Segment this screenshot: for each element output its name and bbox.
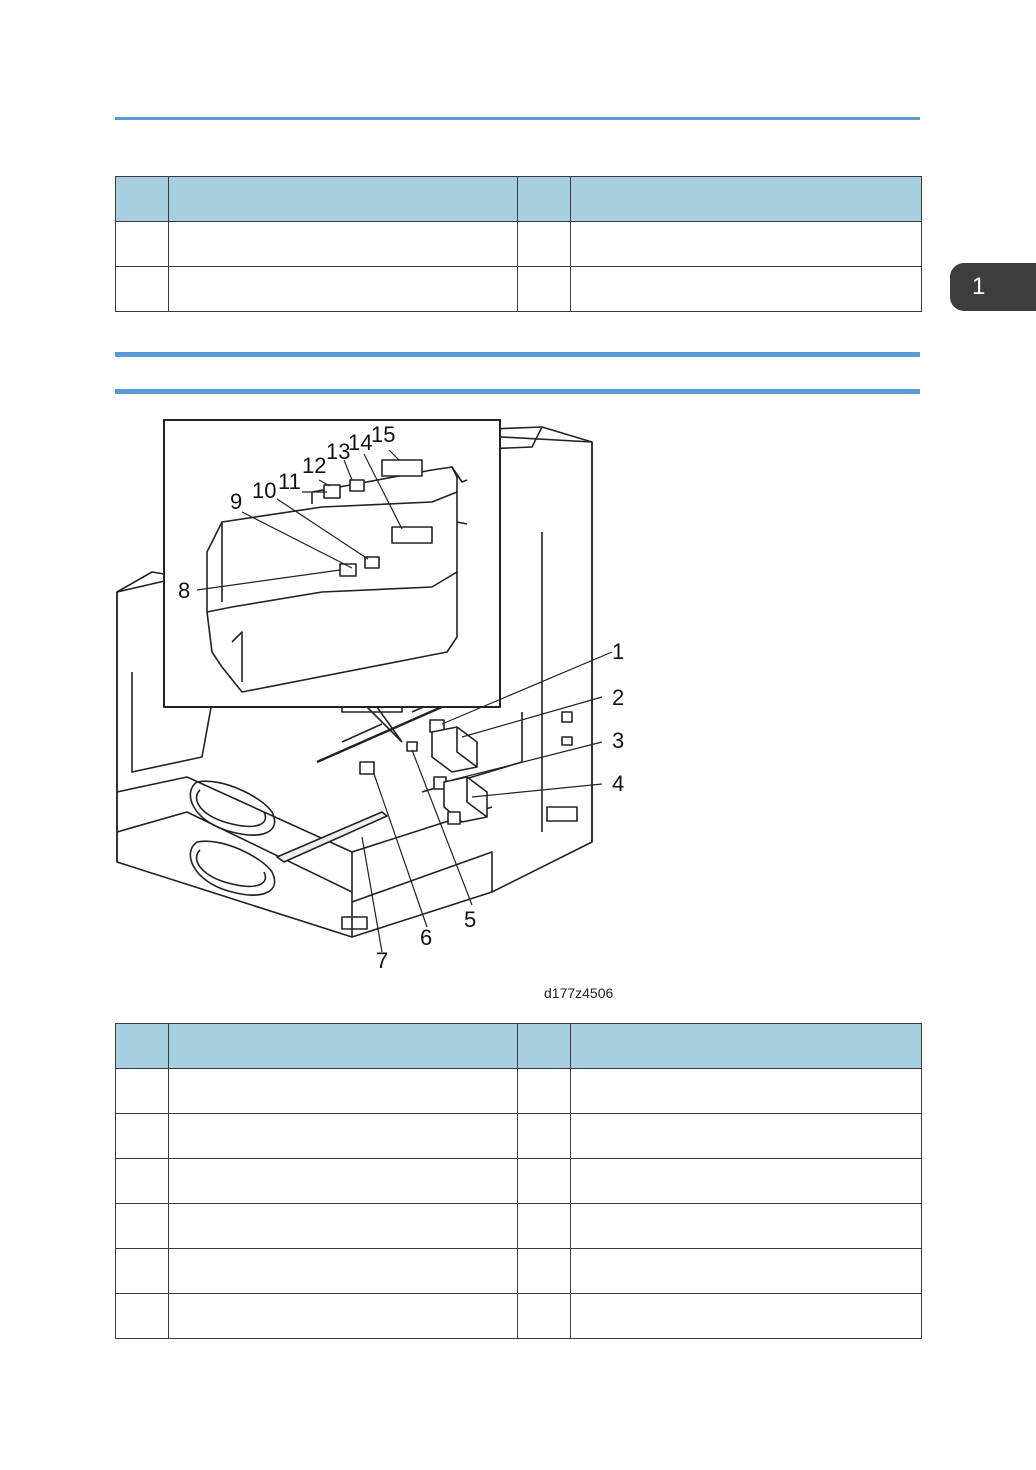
table-cell (518, 1294, 571, 1339)
callout-label: 3 (612, 728, 625, 753)
table-cell (571, 1114, 922, 1159)
table-row (116, 267, 922, 312)
table-cell (518, 1159, 571, 1204)
header-no (116, 177, 169, 222)
table-row (116, 1204, 922, 1249)
table-cell (169, 1294, 518, 1339)
header-description (169, 1024, 518, 1069)
table-cell (518, 1249, 571, 1294)
table-cell (169, 222, 518, 267)
section-rule-top (115, 352, 920, 357)
header-description (571, 177, 922, 222)
table-cell (116, 1069, 169, 1114)
table-cell (571, 1294, 922, 1339)
header-rule (115, 117, 920, 120)
callout-label: 2 (612, 685, 625, 710)
table-cell (116, 1249, 169, 1294)
table-header-row (116, 177, 922, 222)
chapter-tab (950, 263, 1036, 311)
parts-table-top (115, 176, 922, 312)
table-cell (571, 1204, 922, 1249)
table-cell (169, 1159, 518, 1204)
table-row (116, 1159, 922, 1204)
header-description (169, 177, 518, 222)
table-row (116, 222, 922, 267)
table-cell (116, 1159, 169, 1204)
callout-label: 7 (376, 948, 389, 973)
callout-label: 12 (302, 453, 327, 478)
callout-label: 5 (464, 907, 477, 932)
table-cell (116, 222, 169, 267)
table-cell (518, 1114, 571, 1159)
table-cell (169, 1069, 518, 1114)
table-cell (571, 222, 922, 267)
table-cell (518, 267, 571, 312)
table-cell (518, 222, 571, 267)
callout-label: 1 (612, 639, 625, 664)
table-row (116, 1249, 922, 1294)
table-cell (116, 1114, 169, 1159)
table-cell (571, 1249, 922, 1294)
table-cell (169, 267, 518, 312)
table-cell (169, 1249, 518, 1294)
table-row (116, 1114, 922, 1159)
callout-label: 15 (371, 422, 396, 447)
header-no (518, 177, 571, 222)
callout-label: 10 (252, 478, 277, 503)
figure-caption: d177z4506 (544, 985, 614, 1001)
table-cell (169, 1204, 518, 1249)
section-rule-bottom (115, 389, 920, 394)
callout-label: 9 (230, 489, 243, 514)
table-row (116, 1294, 922, 1339)
header-no (518, 1024, 571, 1069)
parts-layout-diagram (112, 412, 632, 982)
table-cell (571, 267, 922, 312)
table-row (116, 1069, 922, 1114)
chapter-tab-label: 1 (972, 273, 986, 300)
table-cell (518, 1204, 571, 1249)
header-description (571, 1024, 922, 1069)
callout-label: 14 (348, 430, 373, 455)
table-cell (116, 1204, 169, 1249)
table-cell (518, 1069, 571, 1114)
callout-label: 11 (278, 469, 301, 494)
table-cell (116, 1294, 169, 1339)
table-cell (571, 1069, 922, 1114)
table-cell (169, 1114, 518, 1159)
callout-label: 8 (178, 578, 191, 603)
table-header-row (116, 1024, 922, 1069)
callout-label: 4 (612, 771, 625, 796)
header-no (116, 1024, 169, 1069)
callout-label: 6 (420, 925, 433, 950)
table-cell (571, 1159, 922, 1204)
table-cell (116, 267, 169, 312)
parts-table-bottom (115, 1023, 922, 1339)
callout-label: 13 (326, 439, 351, 464)
